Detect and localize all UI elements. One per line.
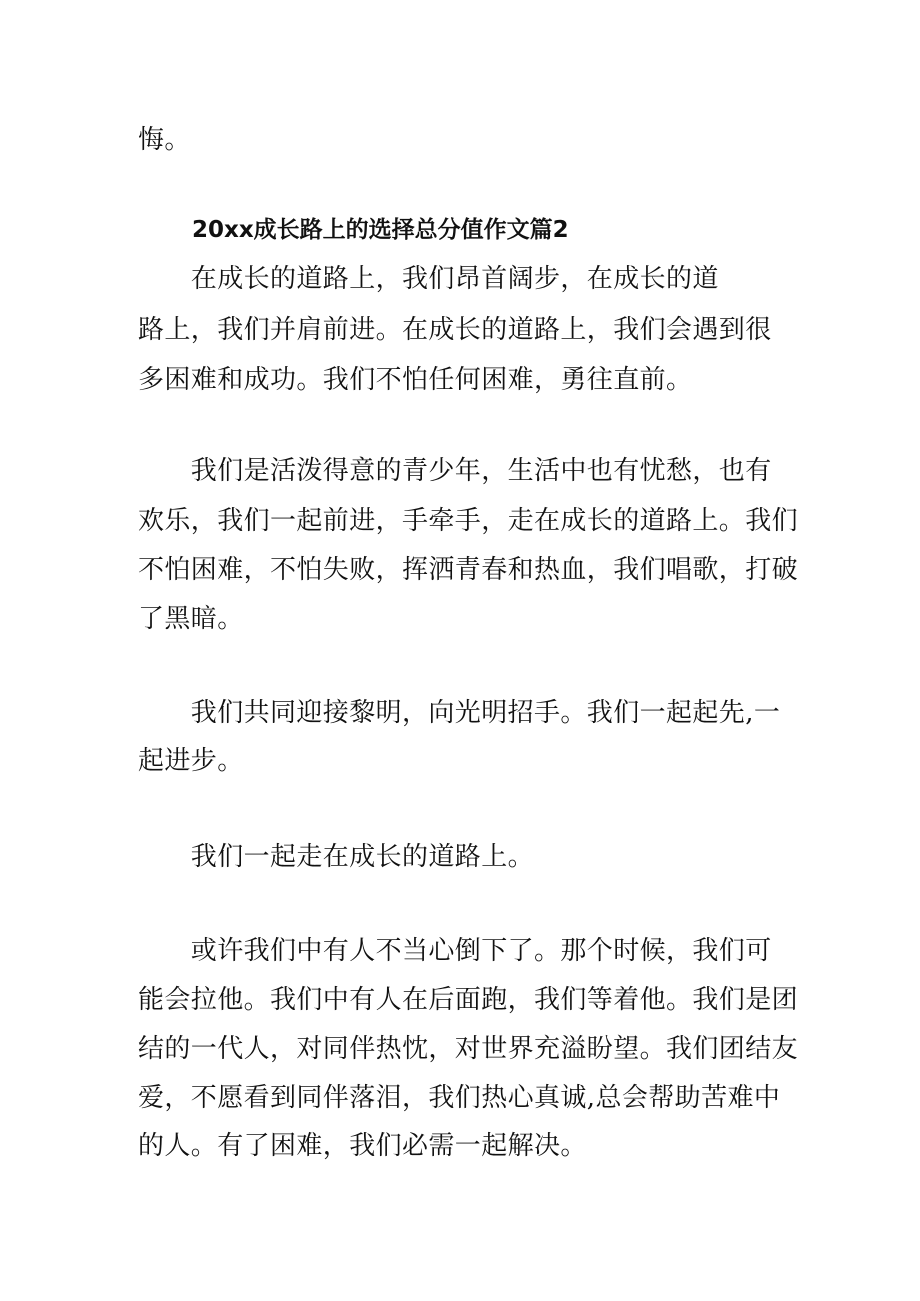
paragraph-fragment: 悔。: [138, 125, 191, 155]
section-heading: 20xx成长路上的选择总分值作文篇2: [192, 217, 569, 243]
paragraph-3-line-1: 我们共同迎接黎明，向光明招手。我们一起起先,一: [138, 698, 781, 728]
paragraph-5-line-5: 的人。有了困难，我们必需一起解决。: [138, 1131, 587, 1161]
paragraph-5-line-1: 或许我们中有人不当心倒下了。那个时候，我们可: [138, 936, 772, 966]
paragraph-5-line-3: 结的一代人，对同伴热忱，对世界充溢盼望。我们团结友: [138, 1034, 799, 1064]
paragraph-2-line-3: 不怕困难，不怕失败，挥洒青春和热血，我们唱歌，打破: [138, 555, 799, 585]
paragraph-2-line-2: 欢乐，我们一起前进，手牵手，走在成长的道路上。我们: [138, 506, 799, 536]
paragraph-4-line-1: 我们一起走在成长的道路上。: [138, 842, 535, 872]
paragraph-1-line-1: 在成长的道路上，我们昂首阔步，在成长的道: [138, 264, 719, 294]
paragraph-1-line-2: 路上，我们并肩前进。在成长的道路上，我们会遇到很: [138, 315, 772, 345]
paragraph-5-line-4: 爱，不愿看到同伴落泪，我们热心真诚,总会帮助苦难中: [138, 1083, 781, 1113]
paragraph-5-line-2: 能会拉他。我们中有人在后面跑，我们等着他。我们是团: [138, 985, 799, 1015]
paragraph-2-line-1: 我们是活泼得意的青少年，生活中也有忧愁，也有: [138, 456, 772, 486]
paragraph-3-line-2: 起进步。: [138, 746, 244, 776]
paragraph-2-line-4: 了黑暗。: [138, 604, 244, 634]
paragraph-1-line-3: 多困难和成功。我们不怕任何困难，勇往直前。: [138, 365, 693, 395]
